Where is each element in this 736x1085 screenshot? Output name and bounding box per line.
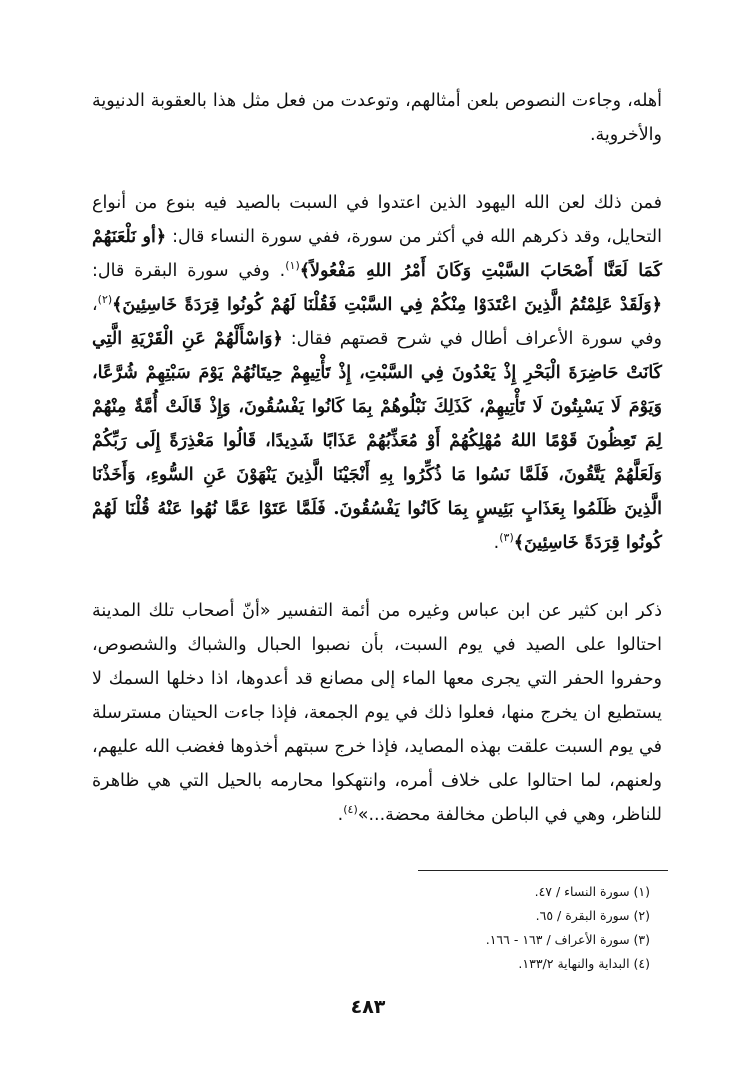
footnote-ref-4[interactable]: (٤): [343, 803, 358, 817]
footnote-ref-2[interactable]: (٢): [97, 293, 113, 307]
paragraph-3-text: ذكر ابن كثير عن ابن عباس وغيره من أئمة التفسير «أنّ أصحاب تلك المدينة احتالوا على الصيد في يوم السبت، بأن نصبوا الحبال والشباك والشصوص، وحفروا الحفر التي يجرى معها الماء إلى مصانع قد أعدوها، اذا دخلها السمك لا يستطيع ان يخرج منها، فعلوا ذلك في يوم الجمعة، فإذا جاءت الحيتان مسترسلة في يوم السبت علقت بهذه المصايد، فإذا خرج سبتهم أخذوها فغضب الله عليهم، ولعنهم، لما احتالوا على خلاف أمره، وانتهكوا محارمه بالحيل التي هي ظاهرة للناظر، وهي في الباطن مخالفة محضة...»: [92, 601, 662, 825]
connector-araf: ، وفي سورة الأعراف أطال في شرح قصتهم فقال:: [92, 295, 662, 349]
footnote-1: (١) سورة النساء / ٤٧.: [534, 884, 650, 899]
footnote-ref-1[interactable]: (١): [285, 259, 300, 273]
quran-verse-baqara: ﴿وَلَقَدْ عَلِمْتُمُ الَّذِينَ اعْتَدَوْا مِنْكُمْ فِي السَّبْتِ فَقُلْنَا لَهُمْ كُونُوا قِرَدَةً خَاسِئِينَ﴾: [112, 295, 662, 315]
paragraph-3: [92, 594, 690, 832]
paragraph-2-end: .: [493, 533, 500, 553]
quran-verse-nisa: ﴿أو نَلْعَنَهُمْ كَمَا لَعَنَّا أَصْحَابَ السَّبْتِ وَكَانَ أَمْرُ اللهِ مَفْعُولاً﴾: [92, 227, 662, 281]
paragraph-2-intro: فمن ذلك لعن الله اليهود الذين اعتدوا في السبت بالصيد فيه بنوع من أنواع التحايل، وقد ذكرهم الله في أكثر من سورة، ففي سورة النساء قال:: [92, 193, 662, 247]
footnote-2: (٢) سورة البقرة / ٦٥.: [535, 908, 650, 923]
connector-baqara: . وفي سورة البقرة قال:: [92, 261, 286, 281]
footnotes-list: [320, 880, 650, 976]
footnote-ref-3[interactable]: (٣): [499, 531, 514, 545]
page-number: ٤٨٣: [350, 996, 386, 1018]
paragraph-3-end: .: [337, 805, 344, 825]
paragraph-2: [92, 186, 690, 560]
paragraph-1: [92, 84, 662, 152]
quran-verse-araf: ﴿وَاسْأَلْهُمْ عَنِ الْقَرْيَةِ الَّتِي كَانَتْ حَاضِرَةَ الْبَحْرِ إِذْ يَعْدُونَ فِي السَّبْتِ، إِذْ تَأْتِيهِمْ حِيتَانُهُمْ يَوْمَ سَبْتِهِمْ شُرَّعًا، وَيَوْمَ لَا يَسْبِتُونَ لَا تَأْتِيهِمْ، كَذَلِكَ نَبْلُوهُمْ بِمَا كَانُوا يَفْسُقُونَ، وَإِذْ قَالَتْ أُمَّةٌ مِنْهُمْ لِمَ تَعِظُونَ قَوْمًا اللهُ مُهْلِكُهُمْ أَوْ مُعَذِّبُهُمْ عَذَابًا شَدِيدًا، قَالُوا مَعْذِرَةً إِلَى رَبِّكُمْ وَلَعَلَّهُمْ يَتَّقُونَ، فَلَمَّا نَسُوا مَا ذُكِّرُوا بِهِ أَنْجَيْنَا الَّذِينَ يَنْهَوْنَ عَنِ السُّوءِ، وَأَخَذْنَا الَّذِينَ ظَلَمُوا بِعَذَابٍ بَئِيسٍ بِمَا كَانُوا يَفْسُقُونَ. فَلَمَّا عَتَوْا عَمَّا نُهُوا عَنْهُ قُلْنَا لَهُمْ كُونُوا قِرَدَةً خَاسِئِينَ﴾: [92, 329, 662, 553]
footnote-4: (٤) البداية والنهاية ١٣٣/٢.: [518, 956, 650, 971]
footnote-3: (٣) سورة الأعراف / ١٦٣ - ١٦٦.: [485, 932, 650, 947]
paragraph-1-text: أهله، وجاءت النصوص بلعن أمثالهم، وتوعدت من فعل مثل هذا بالعقوبة الدنيوية والأخروية.: [92, 91, 662, 145]
footnote-divider: [418, 870, 668, 871]
